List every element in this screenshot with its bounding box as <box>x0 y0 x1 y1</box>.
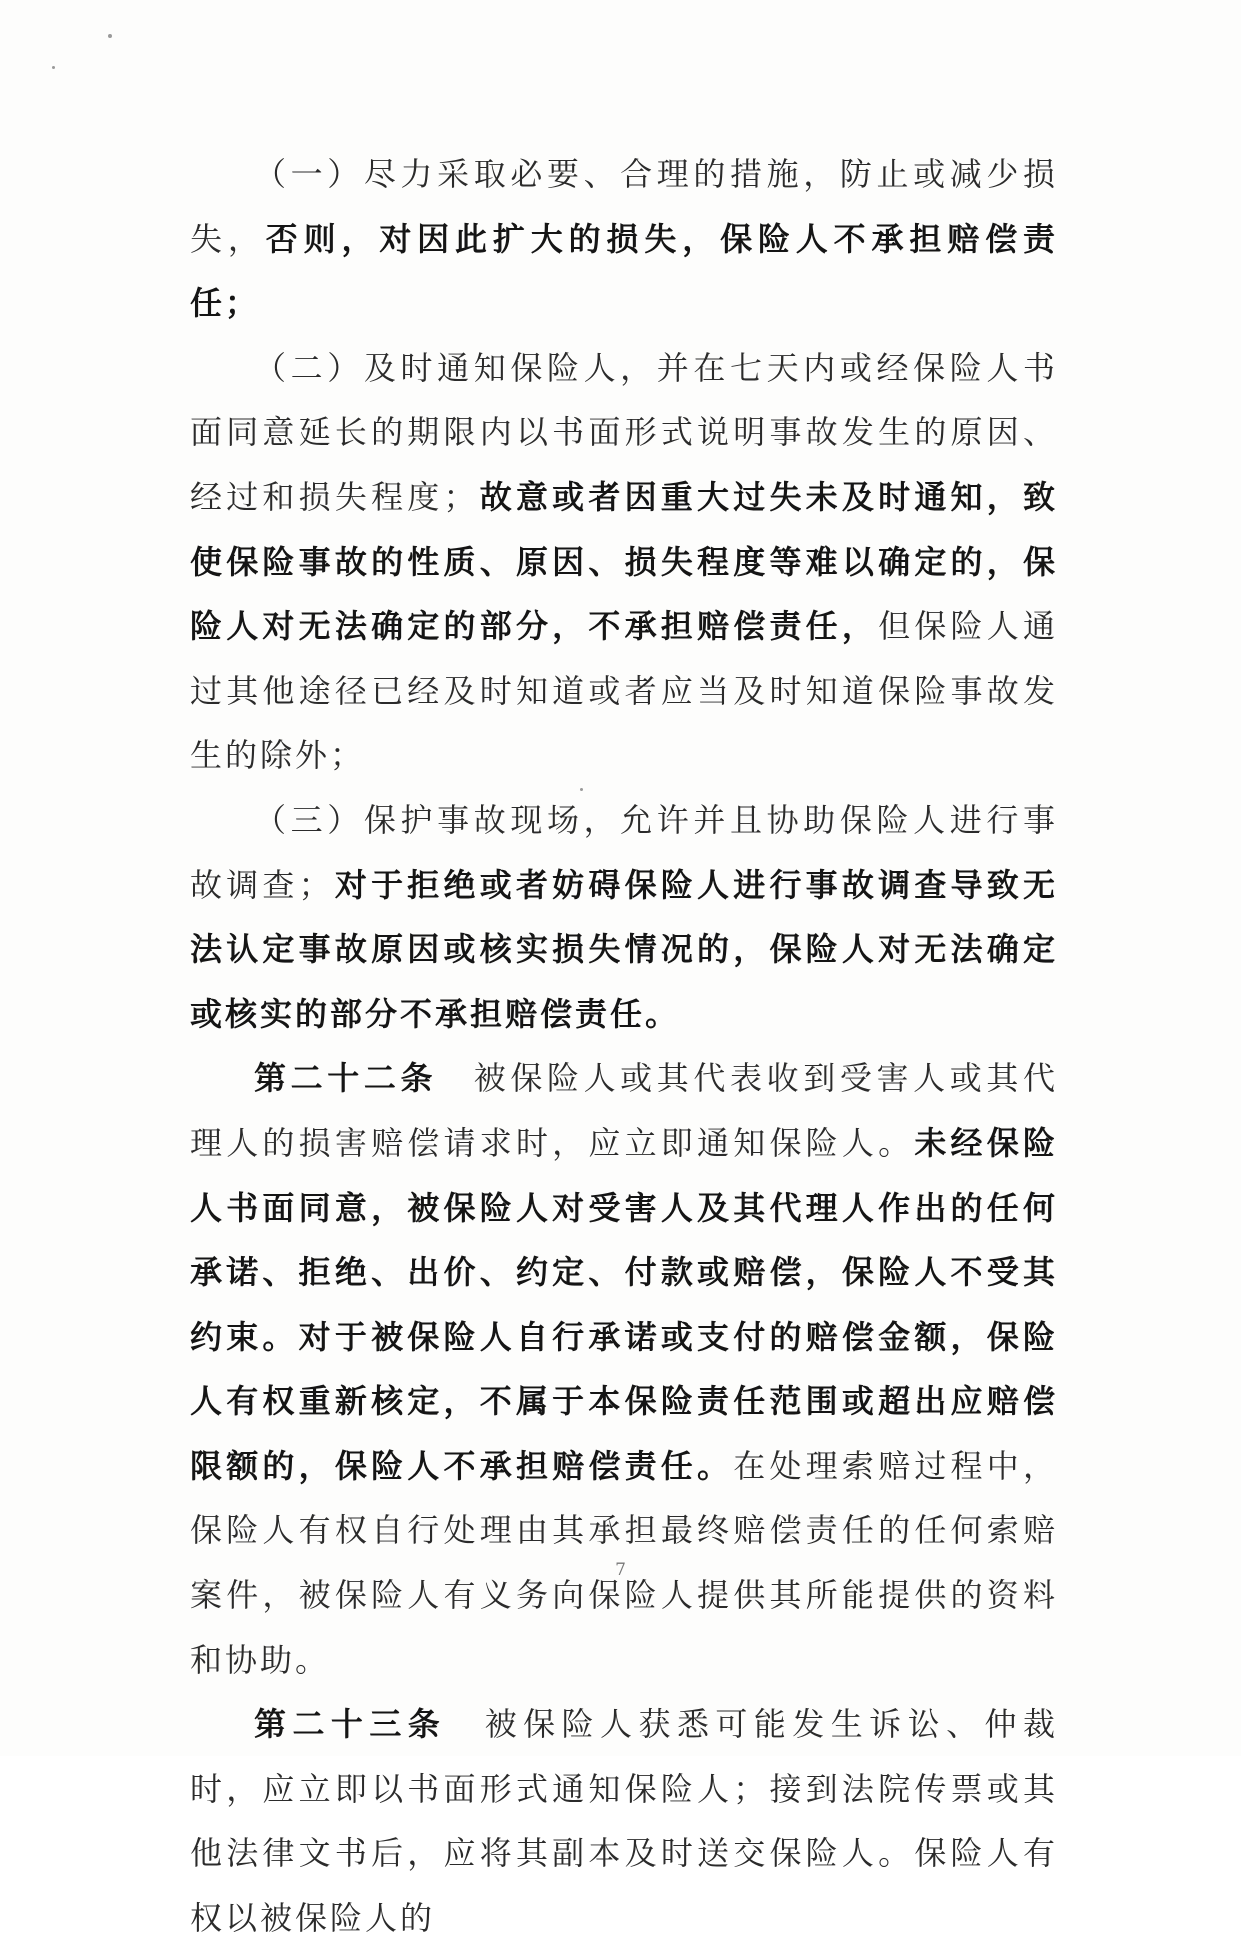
document-body <box>190 142 1058 1951</box>
text-segment: （二）及时通知保险人，并在七天内或经保险人书面同意延长的期限内以书面形式说明事故发生的原因、经过和损失程度； <box>190 348 1058 516</box>
text-segment: 被保险人获悉可能发生诉讼、仲裁时，应立即以书面形式通知保险人；接到法院传票或其他法律文书后，应将其副本及时送交保险人。保险人有权以被保险人的 <box>190 1705 1058 1938</box>
bold-text-segment: 未经保险人书面同意，被保险人对受害人及其代理人作出的任何承诺、拒绝、出价、约定、付款或赔偿，保险人不受其约束。对于被保险人自行承诺或支付的赔偿金额，保险人有权重新核定，不属于本保险责任范围或超出应赔偿限额的，保险人不承担赔偿责任。 <box>190 1123 1058 1485</box>
bold-text-segment: 否则，对因此扩大的损失，保险人不承担赔偿责任； <box>190 219 1058 323</box>
text-segment: 在处理索赔过程中，保险人有权自行处理由其承担最终赔偿责任的任何索赔案件，被保险人有义务向保险人提供其所能提供的资料和协助。 <box>190 1446 1058 1679</box>
paragraph-clause-2 <box>190 336 1058 788</box>
article-heading: 第二十二条 <box>254 1059 438 1098</box>
text-segment: 但保险人通过其他途径已经及时知道或者应当及时知道保险事故发生的除外； <box>190 607 1058 775</box>
paragraph-clause-1 <box>190 142 1058 336</box>
paragraph-article-23 <box>190 1692 1058 1950</box>
page-number: 7 <box>615 1560 626 1580</box>
article-heading: 第二十三条 <box>254 1705 447 1744</box>
text-segment: 被保险人或其代表收到受害人或其代理人的损害赔偿请求时，应立即通知保险人。 <box>190 1059 1058 1162</box>
text-segment: （一）尽力采取必要、合理的措施，防止或减少损失， <box>190 155 1058 258</box>
scan-speck <box>108 34 112 38</box>
paragraph-clause-3 <box>190 788 1058 1046</box>
bold-text-segment: 故意或者因重大过失未及时通知，致使保险事故的性质、原因、损失程度等难以确定的，保险人对无法确定的部分，不承担赔偿责任， <box>190 477 1058 646</box>
bold-text-segment: 对于拒绝或者妨碍保险人进行事故调查导致无法认定事故原因或核实损失情况的，保险人对无法确定或核实的部分不承担赔偿责任。 <box>190 865 1058 1033</box>
scan-speck <box>52 66 55 69</box>
text-segment: （三）保护事故现场，允许并且协助保险人进行事故调查； <box>190 800 1058 904</box>
paragraph-article-22 <box>190 1046 1058 1692</box>
